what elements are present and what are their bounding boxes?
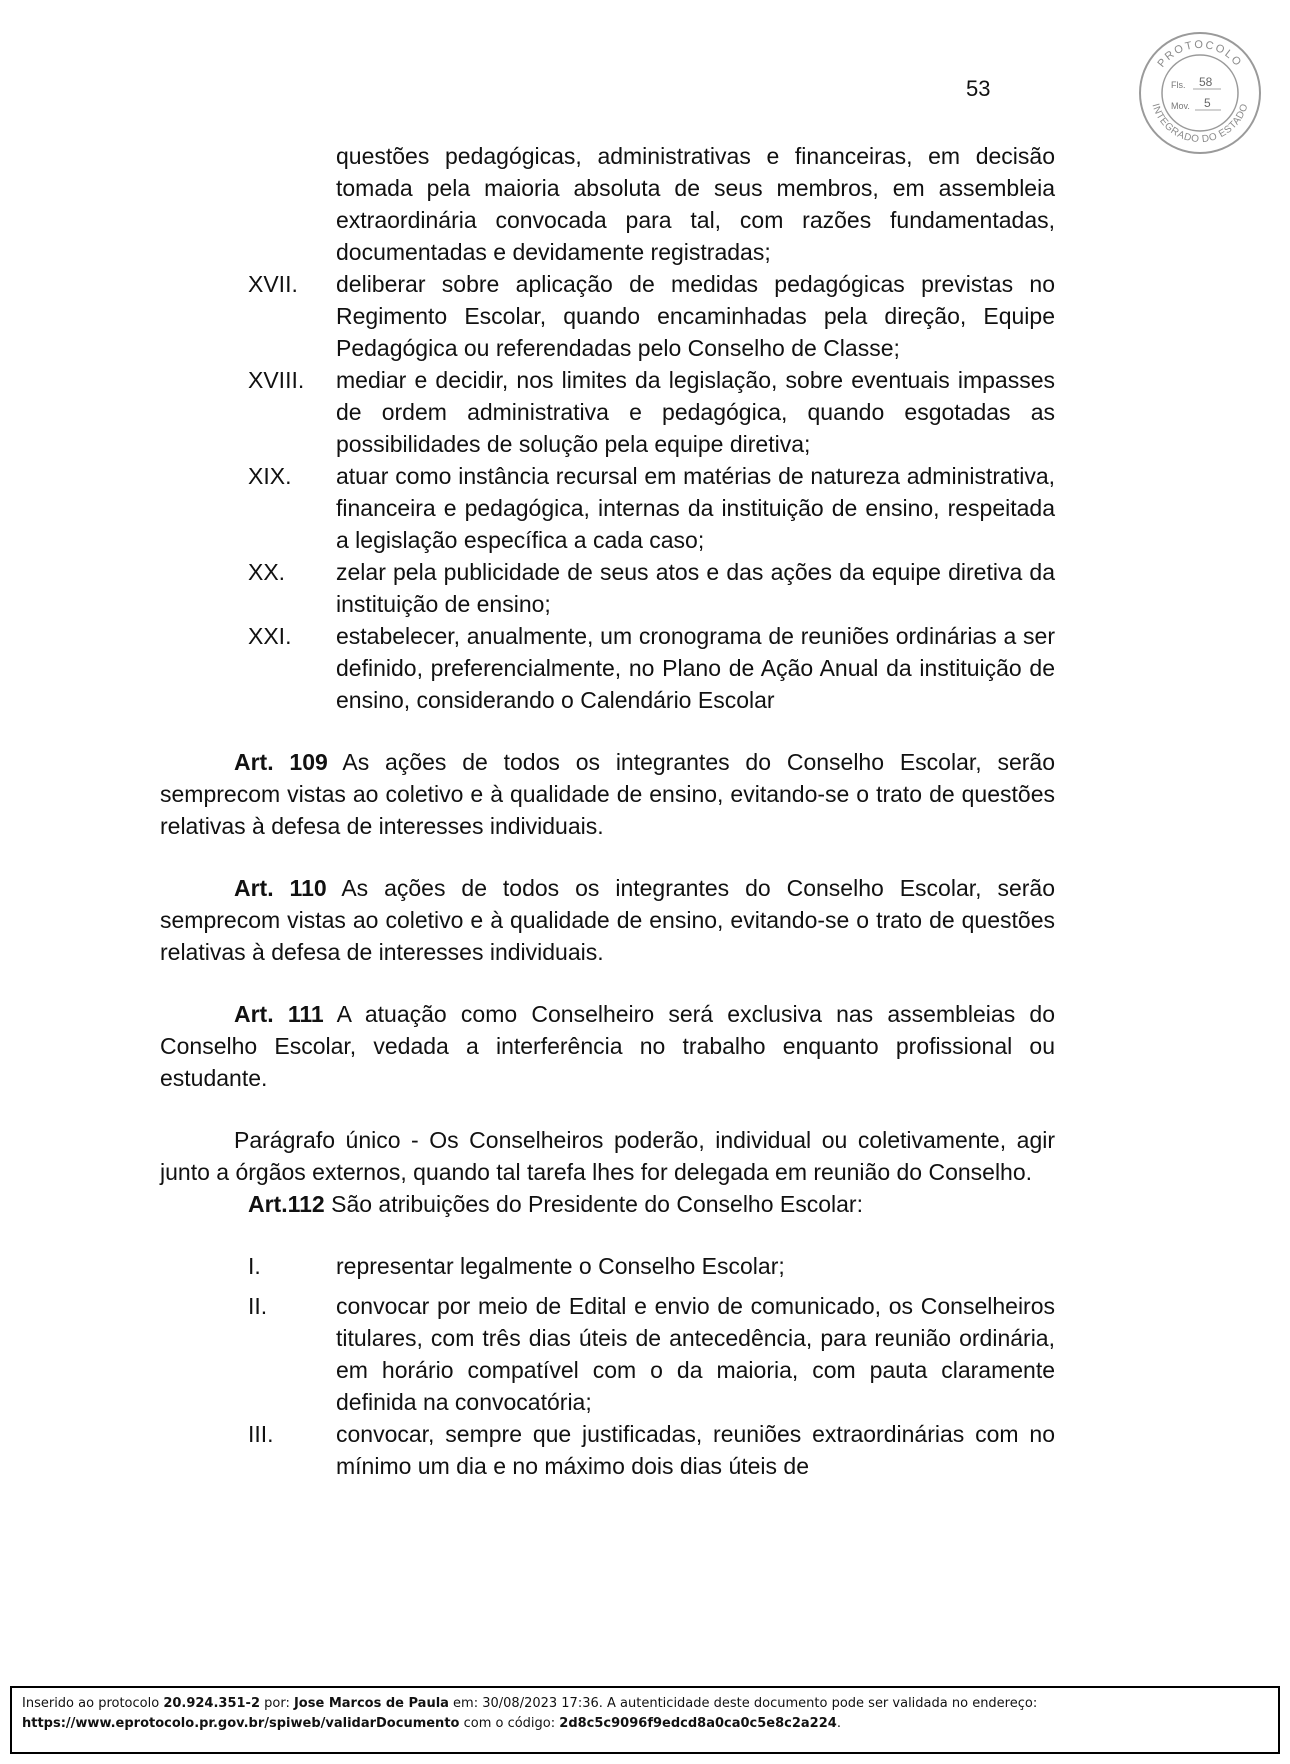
author-name: Jose Marcos de Paula [293, 1696, 449, 1711]
article-text: As ações de todos os integrantes do Conselho Escolar, serão semprecom vistas ao coletivo e à qualidade de ensino, evitando-se o trato de questões relativas à defesa de interesses individuais. [160, 875, 1055, 965]
article-label: Art. 111 [234, 1001, 324, 1027]
list-item [160, 460, 1055, 556]
item-text: deliberar sobre aplicação de medidas pedagógicas previstas no Regimento Escolar, quando encaminhadas pela direção, Equipe Pedagógica ou referendadas pelo Conselho de Classe; [336, 271, 1055, 361]
stamp-seal-icon [1137, 30, 1263, 156]
article-label: Art.112 [248, 1191, 325, 1217]
continuation-text: questões pedagógicas, administrativas e financeiras, em decisão tomada pela maioria absoluta de seus membros, em assembleia extraordinária convocada para tal, com razões fundamentadas, documentadas e devidamente registradas; [336, 143, 1055, 265]
article-111 [160, 998, 1055, 1094]
article-112 [160, 1188, 1055, 1220]
validation-footer [10, 1686, 1280, 1754]
stamp-top-text: PROTOCOLO [1155, 38, 1245, 70]
stamp-fls-label: Fls. [1171, 80, 1186, 90]
item-number: III. [248, 1421, 274, 1447]
item-text: convocar, sempre que justificadas, reuniões extraordinárias com no mínimo um dia e no máximo dois dias úteis de [336, 1421, 1055, 1479]
list-item [160, 1418, 1055, 1482]
footer-text: por: [260, 1696, 294, 1711]
article-label: Art. 109 [234, 749, 328, 775]
article-label: Art. 110 [234, 875, 327, 901]
footer-text: . [836, 1716, 841, 1731]
page-number: 53 [966, 76, 991, 101]
protocol-number: 20.924.351-2 [163, 1696, 260, 1711]
paragraph-unico: Parágrafo único - Os Conselheiros poderão, individual ou coletivamente, agir junto a órgãos externos, quando tal tarefa lhes for delegada em reunião do Conselho. [160, 1127, 1055, 1185]
stamp-mov-label: Mov. [1171, 101, 1190, 111]
validation-code: 2d8c5c9096f9edcd8a0ca0c5e8c2a224 [559, 1716, 837, 1731]
item-number: XVII. [248, 271, 298, 297]
document-body [160, 140, 1055, 1482]
item-text: convocar por meio de Edital e envio de comunicado, os Conselheiros titulares, com três dias úteis de antecedência, para reunião ordinária, em horário compatível com o da maioria, com pauta claramente definida na convocatória; [336, 1293, 1055, 1415]
stamp-bottom-text: INTEGRADO DO ESTADO [1149, 102, 1251, 146]
item-text: estabelecer, anualmente, um cronograma de reuniões ordinárias a ser definido, preferencialmente, no Plano de Ação Anual da instituição de ensino, considerando o Calendário Escolar [336, 623, 1055, 713]
item-number: XXI. [248, 623, 292, 649]
article-109 [160, 746, 1055, 842]
article-text: A atuação como Conselheiro será exclusiva nas assembleias do Conselho Escolar, vedada a interferência no trabalho enquanto profissional ou estudante. [160, 1001, 1055, 1091]
stamp-mov-value: 5 [1204, 96, 1211, 110]
list-item [160, 268, 1055, 364]
list-item [160, 556, 1055, 620]
article-text: São atribuições do Presidente do Conselho Escolar: [324, 1191, 863, 1217]
list-item [160, 1250, 1055, 1282]
footer-text: com o código: [459, 1716, 560, 1731]
validation-link[interactable]: https://www.eprotocolo.pr.gov.br/spiweb/validarDocumento [22, 1716, 460, 1731]
article-110 [160, 872, 1055, 968]
list-item [160, 1290, 1055, 1418]
protocol-stamp [1137, 30, 1263, 156]
item-text: mediar e decidir, nos limites da legislação, sobre eventuais impasses de ordem administrativa e pedagógica, quando esgotadas as possibilidades de solução pela equipe diretiva; [336, 367, 1055, 457]
item-text: zelar pela publicidade de seus atos e das ações da equipe diretiva da instituição de ensino; [336, 559, 1055, 617]
item-number: II. [248, 1293, 268, 1319]
footer-text: Inserido ao protocolo [22, 1696, 164, 1711]
item-text: representar legalmente o Conselho Escolar; [336, 1253, 785, 1279]
item-number: XX. [248, 559, 286, 585]
list-item [160, 364, 1055, 460]
stamp-fls-value: 58 [1199, 75, 1213, 89]
item-text: atuar como instância recursal em matérias de natureza administrativa, financeira e pedagógica, internas da instituição de ensino, respeitada a legislação específica a cada caso; [336, 463, 1055, 553]
item-number: I. [248, 1253, 261, 1279]
item-number: XVIII. [248, 367, 305, 393]
list-item [160, 620, 1055, 716]
footer-text: em: 30/08/2023 17:36. A autenticidade deste documento pode ser validada no endereço: [448, 1696, 1038, 1711]
article-text: As ações de todos os integrantes do Conselho Escolar, serão semprecom vistas ao coletivo e à qualidade de ensino, evitando-se o trato de questões relativas à defesa de interesses individuais. [160, 749, 1055, 839]
item-number: XIX. [248, 463, 292, 489]
